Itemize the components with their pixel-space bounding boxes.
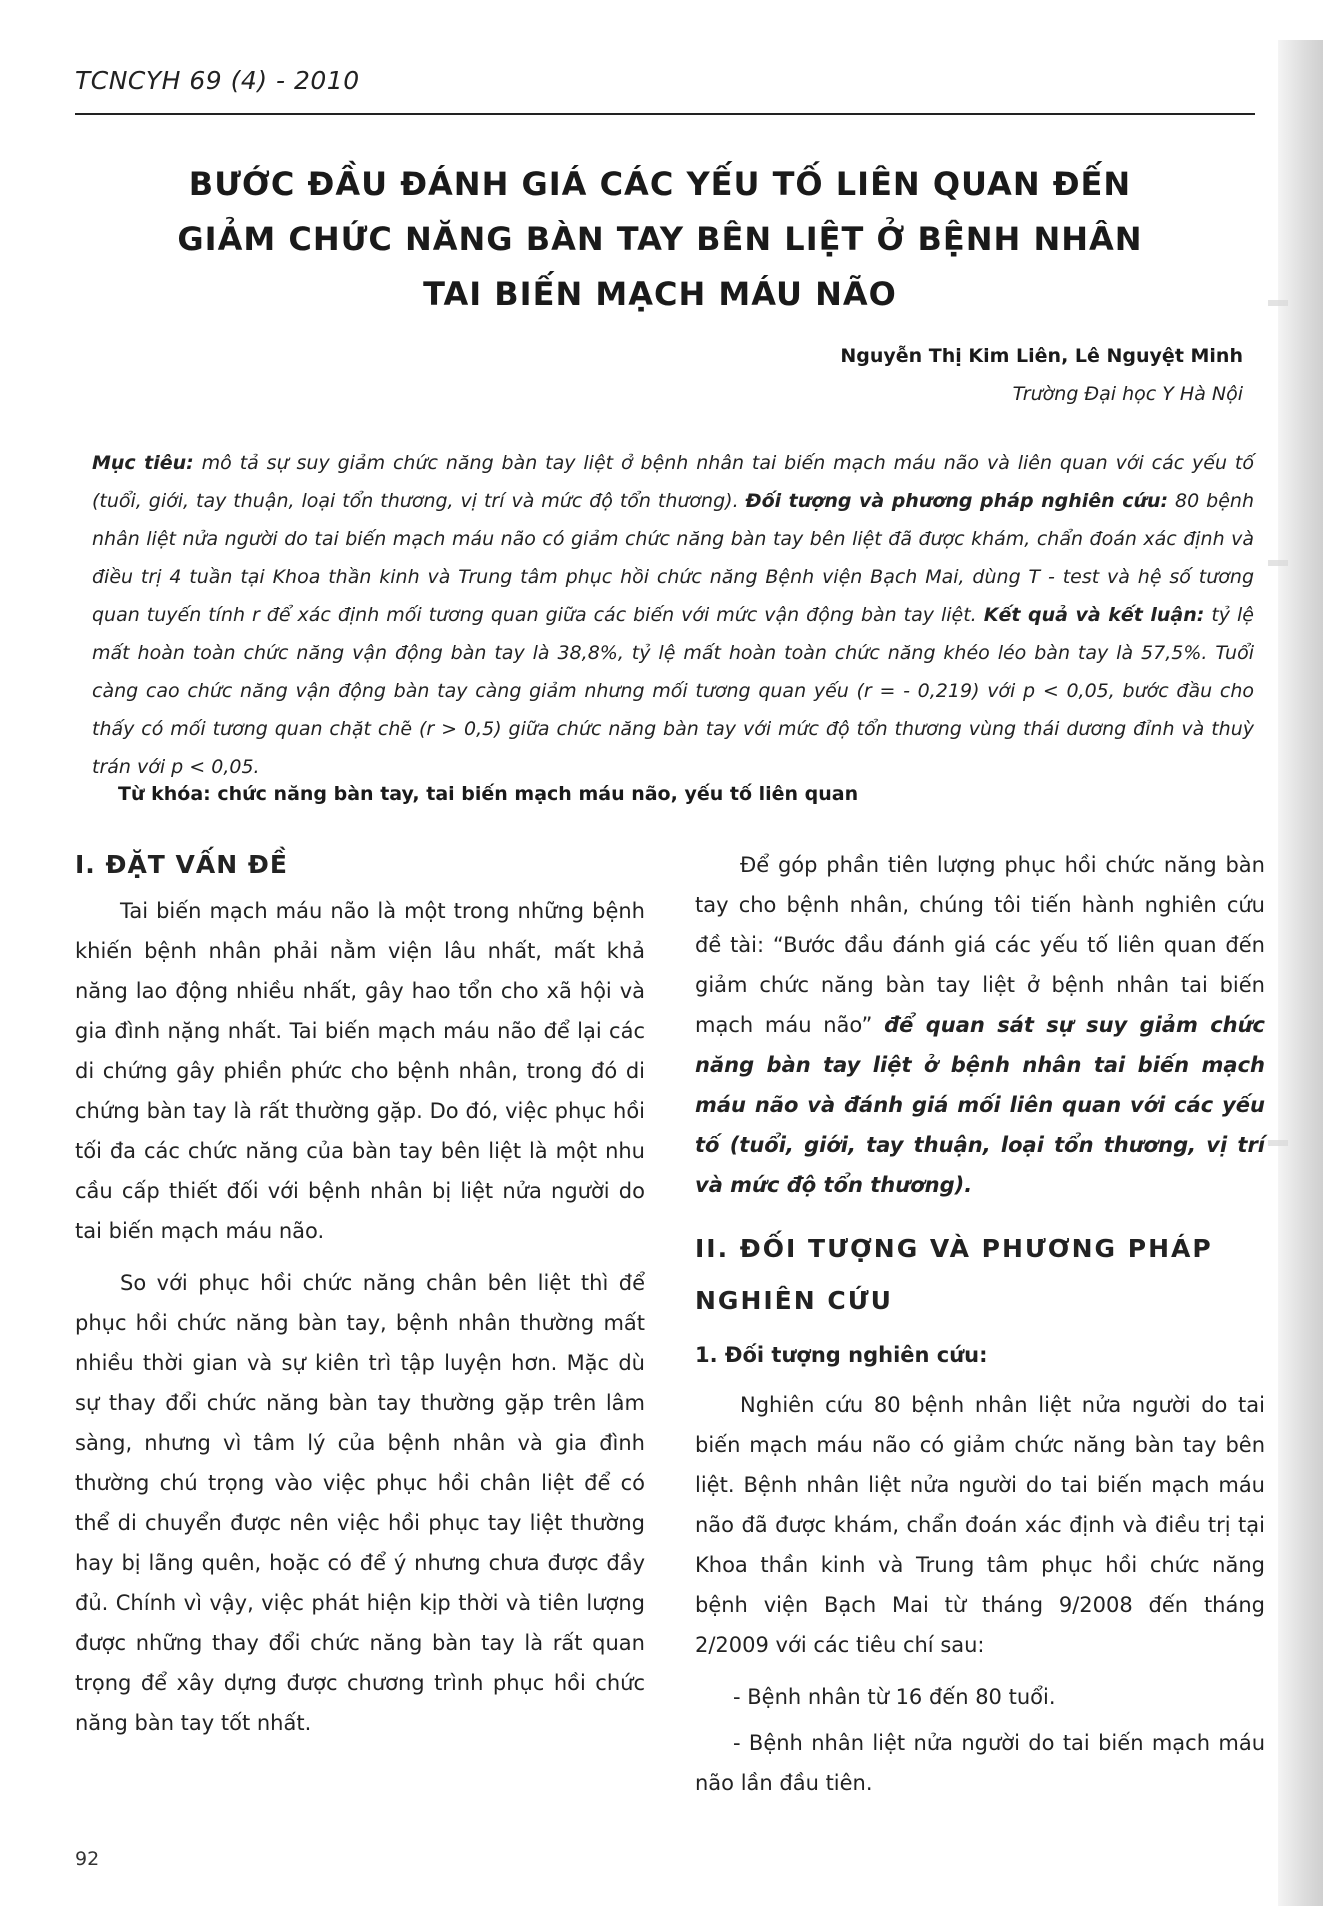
paragraph: Tai biến mạch máu não là một trong những bệnh khiến bệnh nhân phải nằm viện lâu nhất, mất khả năng lao động nhiều nhất, gây hao tổn cho xã hội và gia đình nặng nhất. Tai biến mạch máu não để lại các di chứng gây phiền phức cho bệnh nhân, trong đó di chứng bàn tay là rất thường gặp. Do đó, việc phục hồi tối đa các chức năng của bàn tay bên liệt là một nhu cầu cấp thiết đối với bệnh nhân bị liệt nửa người do tai biến mạch máu não. [75,899,645,1243]
section-heading-line: NGHIÊN CỨU [695,1286,893,1315]
page-number: 92 [75,1848,100,1870]
bleed-through-mark [1268,560,1288,566]
paragraph: So với phục hồi chức năng chân bên liệt thì để phục hồi chức năng bàn tay, bệnh nhân thường mất nhiều thời gian và sự kiên trì tập luyện hơn. Mặc dù sự thay đổi chức năng bàn tay thường gặp trên lâm sàng, nhưng vì tâm lý của bệnh nhân và gia đình thường chú trọng vào việc phục hồi chân liệt để có thể di chuyển được nên việc hồi phục tay liệt thường hay bị lãng quên, hoặc có để ý nhưng chưa được đầy đủ. Chính vì vậy, việc phát hiện kịp thời và tiên lượng được những thay đổi chức năng bàn tay là rất quan trọng để xây dựng được chương trình phục hồi chức năng bàn tay tốt nhất. [75,1271,645,1735]
criteria-item: - Bệnh nhân liệt nửa người do tai biến mạch máu não lần đầu tiên. [695,1731,1265,1795]
abstract-results-text: tỷ lệ mất hoàn toàn chức năng vận động bàn tay là 38,8%, tỷ lệ mất hoàn toàn chức năng khéo léo bàn tay là 57,5%. Tuổi càng cao chức năng vận động bàn tay càng giảm nhưng mối tương quan yếu (r = - 0,219) với p < 0,05, bước đầu cho thấy có mối tương quan chặt chẽ (r > 0,5) giữa chức năng bàn tay với mức độ tổn thương vùng thái dương đỉnh và thuỳ trán với p < 0,05. [92,604,1254,778]
journal-header: TCNCYH 69 (4) - 2010 [75,66,360,95]
authors: Nguyễn Thị Kim Liên, Lê Nguyệt Minh [840,345,1243,367]
abstract-objective-text: mô tả sự suy giảm chức năng bàn tay liệt ở bệnh nhân tai biến mạch máu não và liên quan với các yếu tố (tuổi, giới, tay thuận, loại tổn thương, vị trí và mức độ tổn thương). [92,452,1254,512]
bleed-through-mark [1268,1140,1288,1146]
subsection-heading: 1. Đối tượng nghiên cứu: [695,1343,988,1367]
paragraph [695,845,1265,1205]
keywords: Từ khóa: chức năng bàn tay, tai biến mạch máu não, yếu tố liên quan [118,783,859,805]
abstract-methods-label: Đối tượng và phương pháp nghiên cứu: [745,490,1169,512]
right-column [695,845,1265,1809]
criteria-item: - Bệnh nhân từ 16 đến 80 tuổi. [733,1685,1056,1709]
title-line: GIẢM CHỨC NĂNG BÀN TAY BÊN LIỆT Ở BỆNH NHÂN [177,220,1143,258]
section-heading-line: II. ĐỐI TƯỢNG VÀ PHƯƠNG PHÁP [695,1234,1213,1263]
paragraph-emphasis: để quan sát sự suy giảm chức năng bàn tay liệt ở bệnh nhân tai biến mạch máu não và đánh giá mối liên quan với các yếu tố (tuổi, giới, tay thuận, loại tổn thương, vị trí và mức độ tổn thương). [695,1013,1265,1197]
affiliation: Trường Đại học Y Hà Nội [1012,383,1243,405]
article-title [110,157,1210,322]
left-column [75,845,645,1755]
paragraph-text: Để góp phần tiên lượng phục hồi chức năng bàn tay cho bệnh nhân, chúng tôi tiến hành nghiên cứu đề tài: “Bước đầu đánh giá các yếu tố liên quan đến giảm chức năng bàn tay liệt ở bệnh nhân tai biến mạch máu não” [695,853,1265,1037]
abstract-methods-text: 80 bệnh nhân liệt nửa người do tai biến mạch máu não có giảm chức năng bàn tay bên liệt đã được khám, chẩn đoán xác định và điều trị 4 tuần tại Khoa thần kinh và Trung tâm phục hồi chức năng Bệnh viện Bạch Mai, dùng T - test và hệ số tương quan tuyến tính r để xác định mối tương quan giữa các biến với mức vận động bàn tay liệt. [92,490,1255,626]
abstract-results-label: Kết quả và kết luận: [983,604,1205,626]
section-heading [695,1223,1265,1327]
header-rule [75,113,1255,115]
abstract [92,444,1254,786]
title-line: BƯỚC ĐẦU ĐÁNH GIÁ CÁC YẾU TỐ LIÊN QUAN ĐẾN [188,165,1132,203]
abstract-objective-label: Mục tiêu: [92,452,194,474]
paragraph: Nghiên cứu 80 bệnh nhân liệt nửa người do tai biến mạch máu não có giảm chức năng bàn tay bên liệt. Bệnh nhân liệt nửa người do tai biến mạch máu não đã được khám, chẩn đoán xác định và điều trị tại Khoa thần kinh và Trung tâm phục hồi chức năng bệnh viện Bạch Mai từ tháng 9/2008 đến tháng 2/2009 với các tiêu chí sau: [695,1393,1265,1657]
title-line: TAI BIẾN MẠCH MÁU NÃO [423,275,897,313]
adjacent-page-shadow [1278,40,1323,1906]
bleed-through-mark [1268,300,1288,306]
section-heading: I. ĐẶT VẤN ĐỀ [75,850,288,879]
